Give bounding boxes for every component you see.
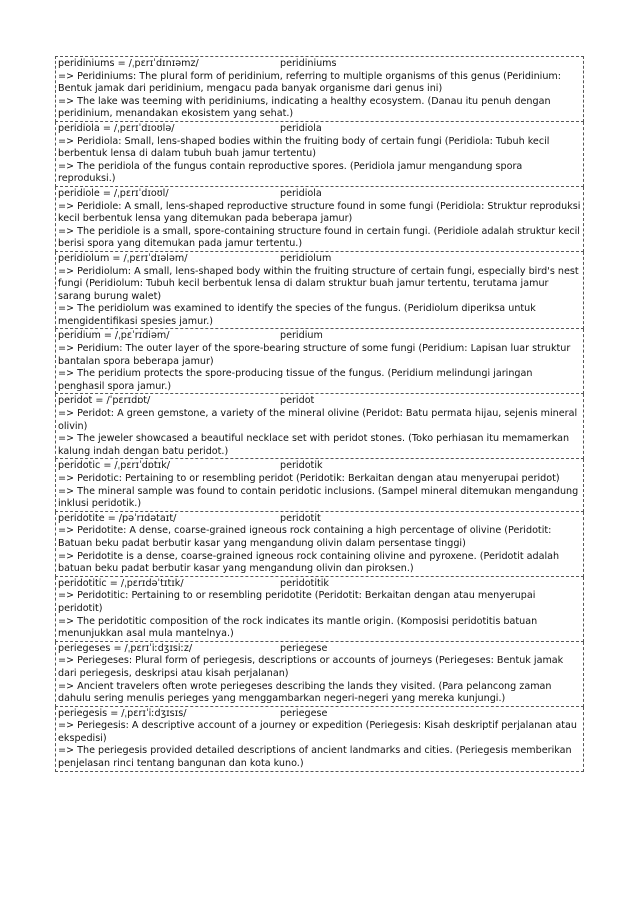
entry-periegeses [55,642,584,707]
example-text: => The peridotitic composition of the rock indicates its mantle origin. (Komposisi peridotitis batuan menunjukkan asal mula mantelnya.) [58,615,538,640]
headword-pronunciation: peridot = /ˈpɛrɪdɒt/ [58,395,151,407]
entry-peridium [55,329,584,394]
headword-line [58,188,581,201]
headword-line [58,643,581,656]
headword-line [58,330,581,343]
definition-text: => Peridotite: A dense, coarse-grained igneous rock containing a high percentage of olivine (Peridotit: Batuan beku padat berbutir kasar yang mengandung olivin dalam persentase tinggi) [58,525,552,549]
example-text: => The periegesis provided detailed descriptions of ancient landmarks and cities. (Periegesis memberikan penjelasan rinci tentang bangunan dan kota kuno.) [58,745,572,770]
definition-text: => Peridium: The outer layer of the spore-bearing structure of some fungi (Peridium: Lapisan luar struktur bantalan spora beberapa jamur) [58,343,571,367]
example-text: => The peridium protects the spore-producing tissue of the fungus. (Peridium melindungi jaringan penghasil spora jamur.) [58,368,533,392]
example-text: => The peridiolum was examined to identify the species of the fungus. (Peridiolum diperiksa untuk mengidentifikasi spesies jamur.) [58,303,536,327]
headword-pronunciation: peridium = /ˌpɛˈrɪdiəm/ [58,330,170,342]
entry-peridotitic [55,577,584,642]
headword-pronunciation: peridotic = /ˌpɛrɪˈdɒtɪk/ [58,460,170,472]
headword-translation: peridiola [280,187,322,199]
headword-pronunciation: periegeses = /ˌpɛrɪˈiːdʒɪsiːz/ [58,642,193,654]
headword-translation: periegese [280,707,328,719]
headword-pronunciation: peridiola = /ˌpɛrɪˈdɪoʊlə/ [58,122,175,134]
entry-peridotite [55,512,584,577]
entry-peridotic [55,459,584,511]
entry-peridiolum [55,252,584,330]
definition-text: => Peridotitic: Pertaining to or resembling peridotite (Peridotit: Berkaitan dengan atau menyerupai peridotit) [58,590,536,614]
headword-line [58,460,581,473]
headword-pronunciation: peridotite = /pəˈrɪdətaɪt/ [58,512,177,524]
definition-text: => Peridot: A green gemstone, a variety of the mineral olivine (Peridot: Batu permata hijau, sejenis mineral olivin) [58,408,578,432]
headword-line [58,58,581,71]
headword-translation: periegese [280,642,328,654]
headword-translation: peridiniums [280,58,337,69]
definition-text: => Peridiolum: A small, lens-shaped body within the fruiting structure of certain fungi, especially bird's nest fungi (Peridiolum: Tubuh kecil berbentuk lensa di dalam struktur buah jamur tertentu, terutama jamur sarang burung walet) [58,265,579,302]
headword-line [58,395,581,408]
headword-line [58,578,581,591]
entry-peridiniums [55,56,584,122]
headword-pronunciation: peridiole = /ˌpɛrɪˈdɪoʊl/ [58,187,169,199]
headword-translation: peridotit [280,512,321,524]
example-text: => The mineral sample was found to contain peridotic inclusions. (Sampel mineral ditemukan mengandung inklusi peridotik.) [58,485,579,510]
definition-text: => Peridotic: Pertaining to or resembling peridot (Peridotik: Berkaitan dengan atau menyerupai peridot) [58,473,560,484]
definition-text: => Peridiole: A small, lens-shaped reproductive structure found in some fungi (Peridiola: Struktur reproduksi kecil berbentuk lensa yang ditemukan pada beberapa jamur) [58,200,581,225]
example-text: => The lake was teeming with peridiniums, indicating a healthy ecosystem. (Danau itu penuh dengan peridinium, menandakan ekosistem yang sehat.) [58,95,551,120]
headword-pronunciation: peridiniums = /ˌpɛrɪˈdɪnɪəmz/ [58,58,199,69]
example-text: => Ancient travelers often wrote periegeses describing the lands they visited. (Para pelancong zaman dahulu sering menulis perieges yang menggambarkan negeri-negeri yang mereka kunjungi.) [58,680,552,705]
example-text: => The peridiole is a small, spore-containing structure found in certain fungi. (Peridiole adalah struktur kecil berisi spora yang ditemukan pada jamur tertentu.) [58,225,580,250]
headword-translation: peridiola [280,122,322,134]
entry-peridot [55,394,584,459]
headword-line [58,708,581,721]
headword-line [58,253,581,266]
dictionary-page [55,56,584,772]
example-text: => The peridiola of the fungus contain reproductive spores. (Peridiola jamur mengandung spora reproduksi.) [58,160,523,185]
headword-translation: peridotik [280,460,323,472]
entry-peridiola [55,122,584,187]
definition-text: => Peridiniums: The plural form of peridinium, referring to multiple organisms of this genus (Peridinium: Bentuk jamak dari peridinium, mengacu pada banyak organisme dari genus ini) [58,70,561,95]
example-text: => The jeweler showcased a beautiful necklace set with peridot stones. (Toko perhiasan itu memamerkan kalung indah dengan batu peridot.) [58,433,570,457]
headword-translation: peridiolum [280,252,332,264]
headword-line [58,123,581,136]
headword-translation: peridotitik [280,577,329,589]
entry-peridiole [55,187,584,252]
headword-translation: peridot [280,395,315,407]
definition-text: => Peridiola: Small, lens-shaped bodies within the fruiting body of certain fungi (Peridiola: Tubuh kecil berbentuk lensa di dalam tubuh buah jamur tertentu) [58,135,550,160]
headword-line [58,513,581,526]
headword-translation: peridium [280,330,323,342]
headword-pronunciation: peridotitic = /ˌpɛrɪdəˈtɪtɪk/ [58,577,184,589]
definition-text: => Periegeses: Plural form of periegesis, descriptions or accounts of journeys (Periegeses: Bentuk jamak dari periegesis, deskripsi atau kisah perjalanan) [58,655,564,679]
example-text: => Peridotite is a dense, coarse-grained igneous rock containing olivine and pyroxene. (Peridotit adalah batuan beku padat berbutir kasar yang mengandung olivin dan piroksen.) [58,550,560,575]
headword-pronunciation: periegesis = /ˌpɛrɪˈiːdʒɪsɪs/ [58,707,187,719]
headword-pronunciation: peridiolum = /ˌpɛrɪˈdɪələm/ [58,252,188,264]
definition-text: => Periegesis: A descriptive account of a journey or expedition (Periegesis: Kisah deskriptif perjalanan atau ekspedisi) [58,720,577,744]
entry-periegesis [55,707,584,772]
